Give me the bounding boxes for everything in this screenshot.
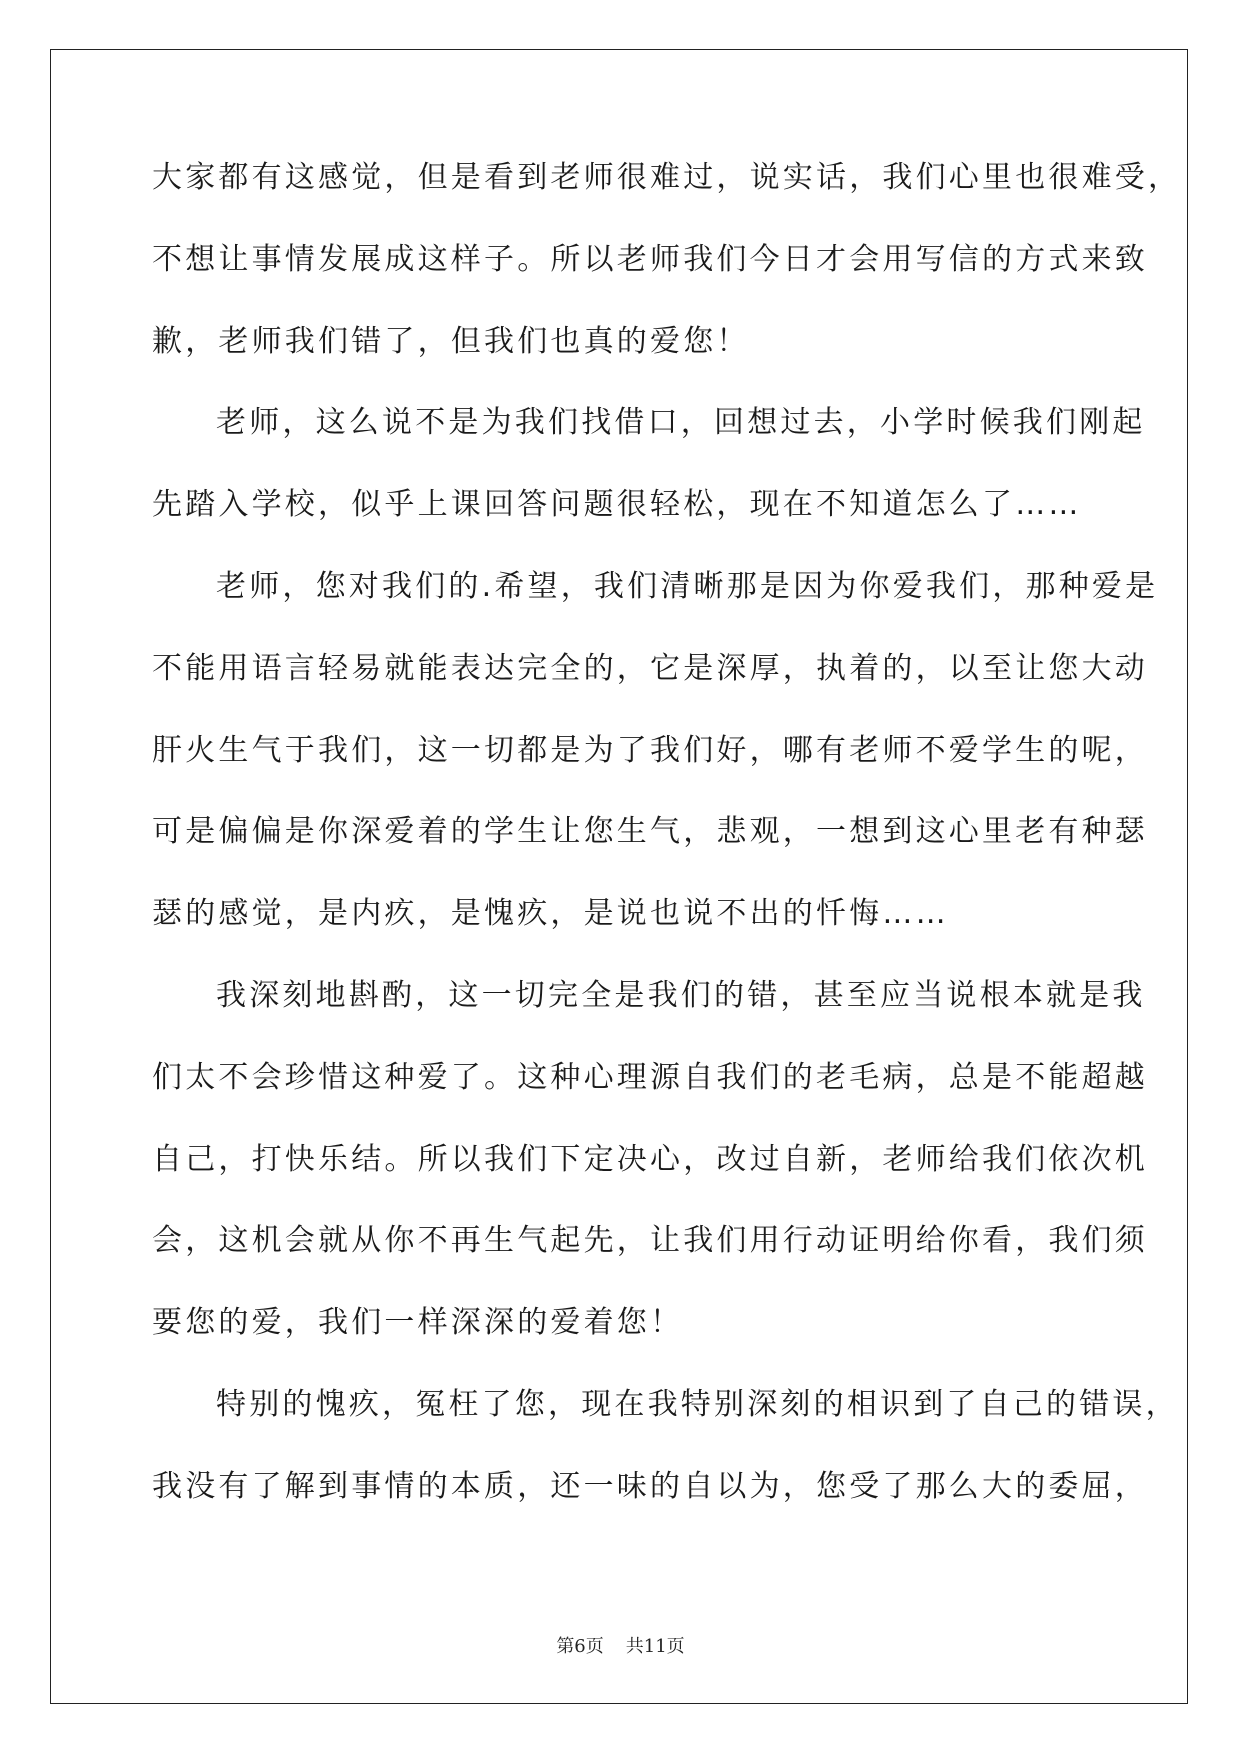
text-line: 们太不会珍惜这种爱了。这种心理源自我们的老毛病，总是不能超越 [152,1059,1148,1095]
text-line: 老师，这么说不是为我们找借口，回想过去，小学时候我们刚起 [216,405,1146,441]
text-line: 瑟的感觉，是内疚，是愧疚，是说也说不出的忏悔…… [152,896,949,932]
text-line: 自己，打快乐结。所以我们下定决心，改过自新，老师给我们依次机 [152,1141,1148,1177]
document-body [152,160,1182,1553]
page-number: 第6页 [556,1636,604,1657]
text-line: 不想让事情发展成这样子。所以老师我们今日才会用写信的方式来致 [152,241,1148,277]
text-line: 不能用语言轻易就能表达完全的，它是深厚，执着的，以至让您大动 [152,650,1148,686]
text-line: 我深刻地斟酌，这一切完全是我们的错，甚至应当说根本就是我 [216,977,1146,1013]
text-line: 肝火生气于我们，这一切都是为了我们好，哪有老师不爱学生的呢， [152,732,1148,768]
page-footer [0,1632,1241,1658]
text-line: 大家都有这感觉，但是看到老师很难过，说实话，我们心里也很难受， [152,160,1182,195]
text-line: 老师，您对我们的.希望，我们清晰那是因为你爱我们，那种爱是 [216,568,1159,604]
text-line: 先踏入学校，似乎上课回答问题很轻松，现在不知道怎么了…… [152,487,1082,523]
text-line: 会，这机会就从你不再生气起先，让我们用行动证明给你看，我们须 [152,1223,1148,1259]
text-line: 要您的爱，我们一样深深的爱着您！ [152,1305,684,1341]
text-line: 我没有了解到事情的本质，还一味的自以为，您受了那么大的委屈， [152,1468,1148,1504]
page-total: 共11页 [625,1636,685,1657]
text-line: 可是偏偏是你深爱着的学生让您生气，悲观，一想到这心里老有种瑟 [152,814,1148,850]
text-line: 特别的愧疚，冤枉了您，现在我特别深刻的相识到了自己的错误， [216,1386,1179,1422]
text-line: 歉，老师我们错了，但我们也真的爱您！ [152,323,750,359]
